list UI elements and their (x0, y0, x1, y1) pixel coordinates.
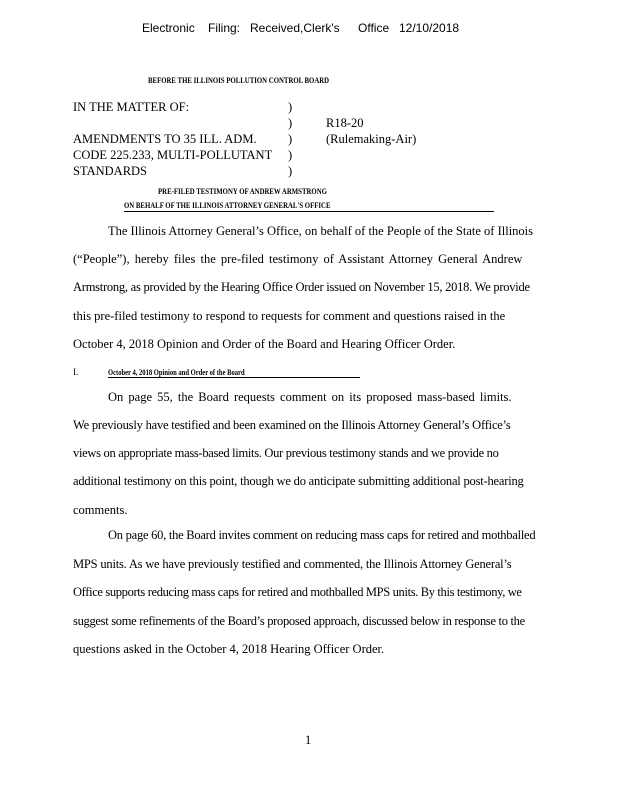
header-filing: Filing: (208, 21, 241, 35)
paragraph1-line: The Illinois Attorney General’s Office, on behalf of the People of the State of Illinois (108, 224, 534, 238)
paragraph1-line: this pre-filed testimony to respond to requests for comment and questions raised in the (73, 309, 506, 323)
paragraph1-line: Armstrong, as provided by the Hearing Office Order issued on November 15, 2018. We provide (73, 280, 530, 294)
testimony-title-line2: ON BEHALF OF THE ILLINOIS ATTORNEY GENERAL'S OFFICE (124, 201, 331, 210)
paragraph3-line: On page 60, the Board invites comment on reducing mass caps for retired and mothballed (108, 528, 536, 542)
header-received: Received,Clerk's (250, 21, 340, 35)
caption-line: STANDARDS (73, 164, 148, 178)
paragraph3-line: questions asked in the October 4, 2018 Hearing Officer Order. (73, 642, 385, 656)
section-underline (108, 377, 360, 378)
caption-paren: ) (288, 116, 293, 130)
section-number: I. (73, 367, 79, 377)
paragraph3-line: Office supports reducing mass caps for retired and mothballed MPS units. By this testimony, we (73, 585, 522, 599)
paragraph2-line: comments. (73, 503, 128, 517)
caption-line: IN THE MATTER OF: (73, 100, 190, 114)
paragraph2-line: views on appropriate mass-based limits. Our previous testimony stands and we provide no (73, 446, 499, 460)
paragraph1-line: (“People”), hereby files the pre-filed testimony of Assistant Attorney General Andrew (73, 252, 523, 266)
caption-paren: ) (288, 164, 293, 178)
header-date: 12/10/2018 (399, 21, 460, 35)
caption-line (73, 115, 272, 131)
board-title: BEFORE THE ILLINOIS POLLUTION CONTROL BOARD (148, 76, 330, 85)
docket-number: R18-20 (326, 116, 364, 130)
caption-paren: ) (288, 148, 293, 162)
paragraph3-line: suggest some refinements of the Board’s proposed approach, discussed below in response to the (73, 614, 525, 628)
paragraph2-line: additional testimony on this point, though we do anticipate submitting additional post-hearing (73, 474, 524, 488)
header-electronic: Electronic (142, 21, 195, 35)
caption-line: CODE 225.233, MULTI-POLLUTANT (73, 148, 273, 162)
paragraph2-line: On page 55, the Board requests comment on its proposed mass-based limits. (108, 390, 512, 404)
caption-paren: ) (288, 132, 293, 146)
paragraph3-line: MPS units. As we have previously testified and commented, the Illinois Attorney General’s (73, 557, 512, 571)
caption-paren: ) (288, 100, 293, 114)
paragraph2-line: We previously have testified and been examined on the Illinois Attorney General’s Office’s (73, 418, 511, 432)
caption-line: AMENDMENTS TO 35 ILL. ADM. (73, 132, 257, 146)
testimony-title-line1: PRE-FILED TESTIMONY OF ANDREW ARMSTRONG (158, 187, 327, 196)
docket-type: (Rulemaking-Air) (326, 132, 417, 146)
paragraph1-line: October 4, 2018 Opinion and Order of the Board and Hearing Officer Order. (73, 337, 456, 351)
caption-parens (288, 99, 292, 179)
caption-left (73, 99, 272, 179)
header-office: Office (358, 21, 390, 35)
section-title: October 4, 2018 Opinion and Order of the Board (108, 368, 245, 377)
title-underline (124, 211, 494, 212)
page-number: 1 (305, 733, 312, 747)
